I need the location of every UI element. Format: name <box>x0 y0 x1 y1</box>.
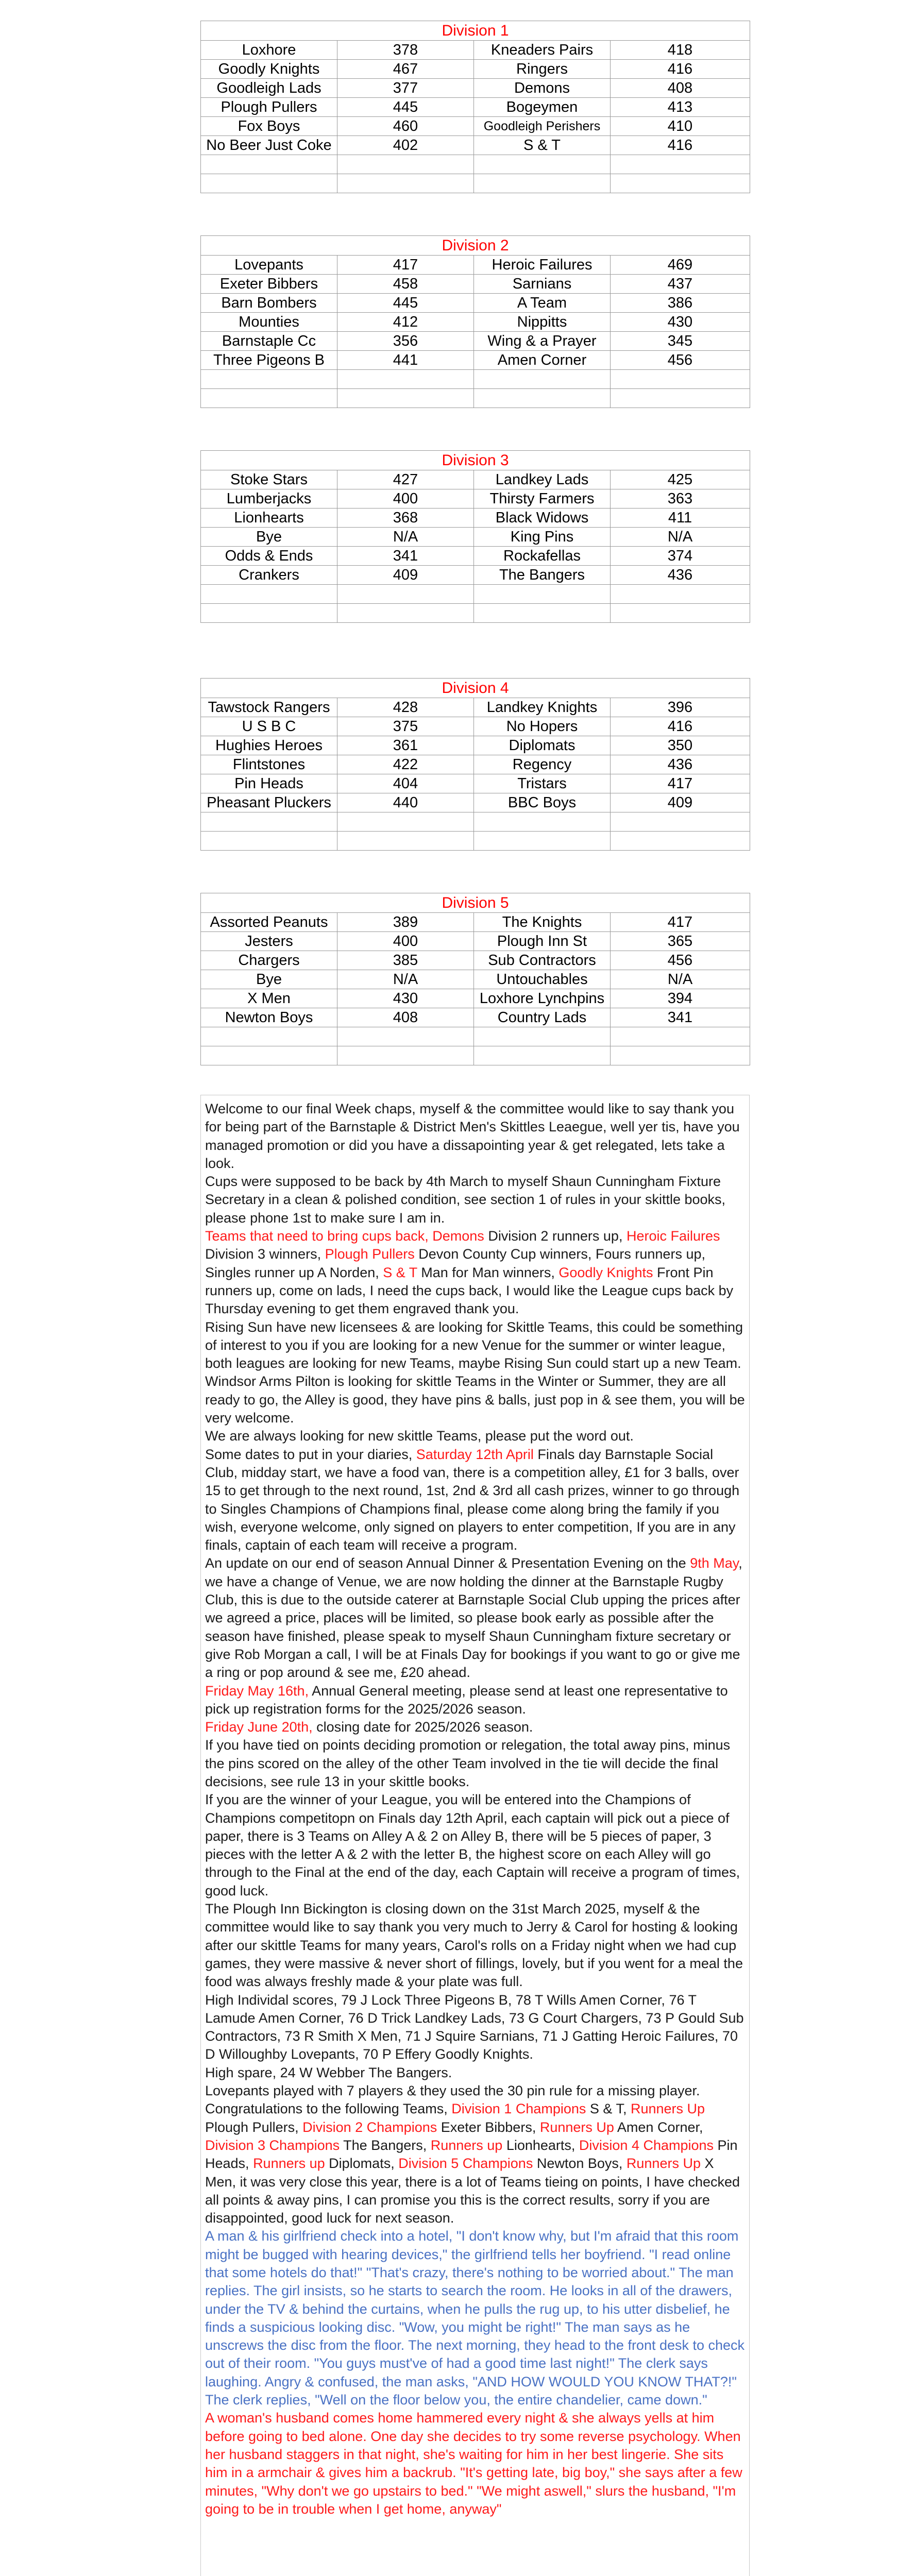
table-row <box>201 1046 750 1065</box>
home-score-cell: 427 <box>337 470 474 489</box>
home-score-cell: 408 <box>337 1008 474 1027</box>
home-score-cell <box>337 370 474 389</box>
home-score-cell: 400 <box>337 489 474 509</box>
away-score-cell: 416 <box>611 136 750 155</box>
away-team-cell: Demons <box>474 79 611 98</box>
away-score-cell: 411 <box>611 509 750 528</box>
away-score-cell: 345 <box>611 332 750 351</box>
away-team-cell <box>474 1046 611 1065</box>
away-team-cell: Nippitts <box>474 313 611 332</box>
home-score-cell: 445 <box>337 98 474 117</box>
home-score-cell: 422 <box>337 755 474 774</box>
away-score-cell: 417 <box>611 913 750 932</box>
division-results-table <box>200 893 750 1065</box>
home-score-cell: 412 <box>337 313 474 332</box>
away-team-cell: Landkey Lads <box>474 470 611 489</box>
home-score-cell: 467 <box>337 60 474 79</box>
away-team-cell: Amen Corner <box>474 351 611 370</box>
away-score-cell: 425 <box>611 470 750 489</box>
division-results-table <box>200 235 750 408</box>
home-team-cell: Flintstones <box>201 755 337 774</box>
table-row <box>201 79 750 98</box>
table-row <box>201 528 750 547</box>
table-row <box>201 774 750 793</box>
away-team-cell: Diplomats <box>474 736 611 755</box>
table-row <box>201 117 750 136</box>
home-score-cell: 341 <box>337 547 474 566</box>
home-score-cell: 402 <box>337 136 474 155</box>
away-score-cell <box>611 174 750 193</box>
division-title: Division 2 <box>201 236 750 256</box>
home-team-cell: Tawstock Rangers <box>201 698 337 717</box>
home-team-cell: Exeter Bibbers <box>201 275 337 294</box>
home-score-cell: 417 <box>337 256 474 275</box>
division-results-table <box>200 678 750 851</box>
note-paragraph: Friday May 16th, Annual General meeting, please send at least one representative to pick up registration forms for the 2025/2026 season. <box>205 1683 728 1717</box>
home-team-cell: Crankers <box>201 566 337 585</box>
home-score-cell: 440 <box>337 793 474 812</box>
away-score-cell: 430 <box>611 313 750 332</box>
away-score-cell: 416 <box>611 717 750 736</box>
home-team-cell: U S B C <box>201 717 337 736</box>
home-score-cell <box>337 832 474 851</box>
away-score-cell: 408 <box>611 79 750 98</box>
home-score-cell: 356 <box>337 332 474 351</box>
joke-paragraph: A man & his girlfriend check into a hotel, "I don't know why, but I'm afraid that this room might be bugged with hearing devices," the girlfriend tells her boyfriend. "I read online that some hotels do that!" "That's crazy, there's nothing to be worried about." The man replies. The girl insists, so he starts to search the room. He looks in all of the drawers, under the TV & behind the curtains, when he pulls the rug up, to his utter disbelief, he finds a suspicious looking disc. "Wow, you might be right!" The man says as he unscrews the disc from the floor. The next morning, they head to the front desk to check out of their room. "You guys must've of had a good time last night!" The clerk says laughing. Angry & confused, the man asks, "AND HOW WOULD YOU KNOW THAT?!" The clerk replies, "Well on the floor below you, the entire chandelier, came down." <box>205 2228 745 2408</box>
away-score-cell: 410 <box>611 117 750 136</box>
home-team-cell: Barn Bombers <box>201 294 337 313</box>
away-team-cell: Untouchables <box>474 970 611 989</box>
table-row <box>201 275 750 294</box>
home-score-cell: 378 <box>337 41 474 60</box>
away-score-cell <box>611 812 750 832</box>
away-team-cell <box>474 812 611 832</box>
table-row <box>201 1008 750 1027</box>
away-team-cell <box>474 155 611 174</box>
home-team-cell: Plough Pullers <box>201 98 337 117</box>
home-team-cell: Lovepants <box>201 256 337 275</box>
home-team-cell: Barnstaple Cc <box>201 332 337 351</box>
table-row <box>201 294 750 313</box>
table-row <box>201 1027 750 1046</box>
home-team-cell: Fox Boys <box>201 117 337 136</box>
division-title: Division 4 <box>201 679 750 698</box>
table-row <box>201 698 750 717</box>
home-team-cell: Bye <box>201 528 337 547</box>
table-row <box>201 60 750 79</box>
table-row <box>201 351 750 370</box>
note-paragraph: An update on our end of season Annual Dinner & Presentation Evening on the 9th May, we have a change of Venue, we are now holding the dinner at the Barnstaple Rugby Club, this is due to the outside caterer at Barnstaple Social Club upping the prices after we agreed a price, places will be limited, so please book early as possible after the season have finished, please speak to myself Shaun Cunningham fixture secretary or give Rob Morgan a call, I will be at Finals Day for bookings if you want to go or give me a ring or pop around & see me, £20 ahead. <box>205 1555 742 1681</box>
table-row <box>201 174 750 193</box>
away-score-cell: 396 <box>611 698 750 717</box>
away-score-cell: 418 <box>611 41 750 60</box>
table-row <box>201 389 750 408</box>
note-paragraph: We are always looking for new skittle Teams, please put the word out. <box>205 1428 634 1444</box>
away-score-cell: 456 <box>611 951 750 970</box>
home-team-cell: Assorted Peanuts <box>201 913 337 932</box>
table-row <box>201 509 750 528</box>
away-score-cell <box>611 1046 750 1065</box>
home-score-cell: 375 <box>337 717 474 736</box>
home-team-cell: Bye <box>201 970 337 989</box>
home-score-cell: 368 <box>337 509 474 528</box>
table-row <box>201 951 750 970</box>
home-team-cell: Goodleigh Lads <box>201 79 337 98</box>
away-team-cell: Loxhore Lynchpins <box>474 989 611 1008</box>
note-paragraph: Congratulations to the following Teams, Division 1 Champions S & T, Runners Up Plough Pullers, Division 2 Champions Exeter Bibbers, Runners Up Amen Corner, Division 3 Champions The Bangers, Runners up Lionhearts, Division 4 Champions Pin Heads, Runners up Diplomats, Division 5 Champions Newton Boys, Runners Up X Men, it was very close this year, there is a lot of Teams tieing on points, I have checked all points & away pins, I can promise you this is the correct results, sorry if you are disappointed, good luck for next season. <box>205 2101 740 2226</box>
away-score-cell: N/A <box>611 970 750 989</box>
table-row <box>201 932 750 951</box>
away-team-cell: Plough Inn St <box>474 932 611 951</box>
note-paragraph: Teams that need to bring cups back, Demons Division 2 runners up, Heroic Failures Division 3 winners, Plough Pullers Devon County Cup winners, Fours runners up, Singles runner up A Norden, S & T Man for Man winners, Goodly Knights Front Pin runners up, come on lads, I need the cups back, I would like the League cups back by Thursday evening to get them engraved thank you. <box>205 1228 734 1317</box>
home-team-cell: X Men <box>201 989 337 1008</box>
table-row <box>201 489 750 509</box>
away-score-cell: N/A <box>611 528 750 547</box>
table-row <box>201 717 750 736</box>
away-team-cell: Regency <box>474 755 611 774</box>
table-row <box>201 566 750 585</box>
table-row <box>201 989 750 1008</box>
home-score-cell: 400 <box>337 932 474 951</box>
home-team-cell <box>201 155 337 174</box>
note-paragraph: Rising Sun have new licensees & are looking for Skittle Teams, this could be something of interest to you if you are looking for a new Venue for the summer or winter league, both leagues are looking for new Teams, maybe Rising Sun could start up a new Team. <box>205 1319 743 1371</box>
division-table-2 <box>200 235 750 408</box>
note-paragraph: Some dates to put in your diaries, Saturday 12th April Finals day Barnstaple Social Club, midday start, we have a food van, there is a competition alley, £1 for 3 balls, over 15 to get through to the next round, 1st, 2nd & 3rd all cash prizes, winner to go through to Singles Champions of Champions final, please come along bring the family if you wish, everyone welcome, only signed on players to enter competition, If you are in any finals, captain of each team will receive a program. <box>205 1446 740 1553</box>
home-team-cell: Loxhore <box>201 41 337 60</box>
away-team-cell <box>474 389 611 408</box>
away-team-cell <box>474 370 611 389</box>
note-paragraph: Friday June 20th, closing date for 2025/2026 season. <box>205 1719 533 1735</box>
division-table-3 <box>200 450 750 623</box>
away-score-cell <box>611 155 750 174</box>
away-score-cell: 409 <box>611 793 750 812</box>
away-score-cell: 417 <box>611 774 750 793</box>
away-score-cell <box>611 389 750 408</box>
away-score-cell <box>611 832 750 851</box>
note-paragraph: If you are the winner of your League, you will be entered into the Champions of Champions competitopn on Finals day 12th April, each captain will pick out a piece of paper, there is 3 Teams on Alley A & 2 on Alley B, there will be 5 pieces of paper, 3 pieces with the letter A & 2 with the letter B, the highest score on each Alley will go through to the Final at the end of the day, each Captain will receive a program of times, good luck. <box>205 1792 740 1899</box>
home-score-cell: 389 <box>337 913 474 932</box>
home-score-cell: N/A <box>337 528 474 547</box>
home-team-cell <box>201 1046 337 1065</box>
home-team-cell <box>201 832 337 851</box>
home-team-cell: Goodly Knights <box>201 60 337 79</box>
home-score-cell: 361 <box>337 736 474 755</box>
away-score-cell: 416 <box>611 60 750 79</box>
away-score-cell <box>611 1027 750 1046</box>
table-row <box>201 585 750 604</box>
division-results-table <box>200 450 750 623</box>
home-score-cell <box>337 585 474 604</box>
away-team-cell: Black Widows <box>474 509 611 528</box>
away-score-cell: 436 <box>611 755 750 774</box>
away-team-cell: King Pins <box>474 528 611 547</box>
note-paragraph: Cups were supposed to be back by 4th March to myself Shaun Cunningham Fixture Secretary in a clean & polished condition, see section 1 of rules in your skittle books, please phone 1st to make sure I am in. <box>205 1174 726 1226</box>
away-team-cell: Kneaders Pairs <box>474 41 611 60</box>
home-team-cell: Three Pigeons B <box>201 351 337 370</box>
home-score-cell: 460 <box>337 117 474 136</box>
away-team-cell <box>474 585 611 604</box>
home-score-cell <box>337 174 474 193</box>
home-score-cell: 458 <box>337 275 474 294</box>
away-team-cell: Rockafellas <box>474 547 611 566</box>
home-team-cell: Lionhearts <box>201 509 337 528</box>
away-team-cell: Thirsty Farmers <box>474 489 611 509</box>
home-team-cell: Mounties <box>201 313 337 332</box>
away-team-cell: The Bangers <box>474 566 611 585</box>
away-team-cell: Landkey Knights <box>474 698 611 717</box>
home-team-cell: Newton Boys <box>201 1008 337 1027</box>
home-team-cell <box>201 812 337 832</box>
away-score-cell: 469 <box>611 256 750 275</box>
table-row <box>201 547 750 566</box>
away-score-cell: 436 <box>611 566 750 585</box>
home-score-cell: 404 <box>337 774 474 793</box>
home-score-cell: 441 <box>337 351 474 370</box>
away-score-cell: 413 <box>611 98 750 117</box>
away-team-cell: A Team <box>474 294 611 313</box>
table-row <box>201 832 750 851</box>
home-team-cell <box>201 389 337 408</box>
home-team-cell: Chargers <box>201 951 337 970</box>
away-team-cell: Ringers <box>474 60 611 79</box>
home-team-cell: No Beer Just Coke <box>201 136 337 155</box>
home-score-cell: 445 <box>337 294 474 313</box>
away-score-cell <box>611 370 750 389</box>
home-team-cell <box>201 370 337 389</box>
home-team-cell: Jesters <box>201 932 337 951</box>
home-team-cell: Pin Heads <box>201 774 337 793</box>
home-team-cell <box>201 604 337 623</box>
table-row <box>201 793 750 812</box>
away-team-cell: Sarnians <box>474 275 611 294</box>
away-score-cell: 363 <box>611 489 750 509</box>
away-team-cell: Tristars <box>474 774 611 793</box>
home-score-cell <box>337 812 474 832</box>
table-row <box>201 155 750 174</box>
away-team-cell <box>474 1027 611 1046</box>
table-row <box>201 370 750 389</box>
away-score-cell <box>611 585 750 604</box>
home-score-cell: 377 <box>337 79 474 98</box>
away-score-cell: 350 <box>611 736 750 755</box>
away-team-cell: The Knights <box>474 913 611 932</box>
table-row <box>201 970 750 989</box>
note-paragraph: High spare, 24 W Webber The Bangers. <box>205 2064 452 2080</box>
note-paragraph: The Plough Inn Bickington is closing down on the 31st March 2025, myself & the committee would like to say thank you very much to Jerry & Carol for hosting & looking after our skittle Teams for many years, Carol's rolls on a Friday night when we had cup games, they were massive & never short of fillings, lovely, but if you went for a meal the food was always freshly made & your plate was full. <box>205 1901 743 1990</box>
joke-paragraph: A woman's husband comes home hammered every night & she always yells at him before going to bed alone. One day she decides to try some reverse psychology. When her husband staggers in that night, she's waiting for him in her best lingerie. She sits him in a armchair & gives him a backrub. "It's getting late, big boy," she says after a few minutes, "Why don't we go upstairs to bed." "We might aswell," slurs the husband, "I'm going to be in trouble when I get home, anyway" <box>205 2410 742 2517</box>
home-score-cell: N/A <box>337 970 474 989</box>
home-score-cell <box>337 1027 474 1046</box>
table-row <box>201 604 750 623</box>
table-row <box>201 470 750 489</box>
away-score-cell: 437 <box>611 275 750 294</box>
table-row <box>201 755 750 774</box>
away-score-cell: 341 <box>611 1008 750 1027</box>
table-row <box>201 913 750 932</box>
home-score-cell: 409 <box>337 566 474 585</box>
home-team-cell <box>201 174 337 193</box>
home-team-cell <box>201 585 337 604</box>
home-score-cell: 385 <box>337 951 474 970</box>
home-team-cell: Pheasant Pluckers <box>201 793 337 812</box>
newsletter-notes <box>200 1095 750 2576</box>
table-row <box>201 256 750 275</box>
away-team-cell: Goodleigh Perishers <box>474 117 611 136</box>
away-team-cell: Country Lads <box>474 1008 611 1027</box>
home-score-cell: 428 <box>337 698 474 717</box>
home-team-cell: Stoke Stars <box>201 470 337 489</box>
away-score-cell: 365 <box>611 932 750 951</box>
away-team-cell: BBC Boys <box>474 793 611 812</box>
away-score-cell: 386 <box>611 294 750 313</box>
table-row <box>201 41 750 60</box>
note-paragraph: Windsor Arms Pilton is looking for skittle Teams in the Winter or Summer, they are all ready to go, the Alley is good, they have pins & balls, just pop in & see them, you will be very welcome. <box>205 1374 745 1426</box>
home-score-cell <box>337 389 474 408</box>
division-table-5 <box>200 893 750 1065</box>
division-title: Division 5 <box>201 893 750 913</box>
away-score-cell: 394 <box>611 989 750 1008</box>
home-score-cell <box>337 1046 474 1065</box>
away-team-cell <box>474 174 611 193</box>
home-team-cell: Lumberjacks <box>201 489 337 509</box>
division-table-1 <box>200 21 750 193</box>
note-paragraph: Lovepants played with 7 players & they used the 30 pin rule for a missing player. <box>205 2083 700 2099</box>
home-score-cell <box>337 155 474 174</box>
away-team-cell <box>474 604 611 623</box>
away-team-cell: Bogeymen <box>474 98 611 117</box>
away-score-cell: 374 <box>611 547 750 566</box>
division-title: Division 3 <box>201 451 750 470</box>
note-paragraph: Welcome to our final Week chaps, myself & the committee would like to say thank you for being part of the Barnstaple & District Men's Skittles Leaegue, well yer tis, have you managed promotion or did you have a dissapointing year & get relegated, lets take a look. <box>205 1101 740 1171</box>
table-row <box>201 812 750 832</box>
home-score-cell: 430 <box>337 989 474 1008</box>
home-team-cell: Odds & Ends <box>201 547 337 566</box>
away-team-cell: Wing & a Prayer <box>474 332 611 351</box>
away-team-cell: No Hopers <box>474 717 611 736</box>
division-table-4 <box>200 678 750 851</box>
note-paragraph: High Individal scores, 79 J Lock Three Pigeons B, 78 T Wills Amen Corner, 76 T Lamude Amen Corner, 76 D Trick Landkey Lads, 73 G Court Chargers, 73 P Gould Sub Contractors, 73 R Smith X Men, 71 J Squire Sarnians, 71 J Gatting Heroic Failures, 70 D Willoughby Lovepants, 70 P Effery Goodly Knights. <box>205 1992 744 2062</box>
away-team-cell: Heroic Failures <box>474 256 611 275</box>
away-score-cell: 456 <box>611 351 750 370</box>
division-title: Division 1 <box>201 21 750 41</box>
table-row <box>201 98 750 117</box>
note-paragraph: If you have tied on points deciding promotion or relegation, the total away pins, minus the pins scored on the alley of the other Team involved in the tie will decide the final decisions, see rule 13 in your skittle books. <box>205 1737 731 1789</box>
away-team-cell: S & T <box>474 136 611 155</box>
division-results-table <box>200 21 750 193</box>
table-row <box>201 313 750 332</box>
home-team-cell: Hughies Heroes <box>201 736 337 755</box>
home-team-cell <box>201 1027 337 1046</box>
away-team-cell <box>474 832 611 851</box>
table-row <box>201 332 750 351</box>
table-row <box>201 736 750 755</box>
away-team-cell: Sub Contractors <box>474 951 611 970</box>
away-score-cell <box>611 604 750 623</box>
table-row <box>201 136 750 155</box>
home-score-cell <box>337 604 474 623</box>
